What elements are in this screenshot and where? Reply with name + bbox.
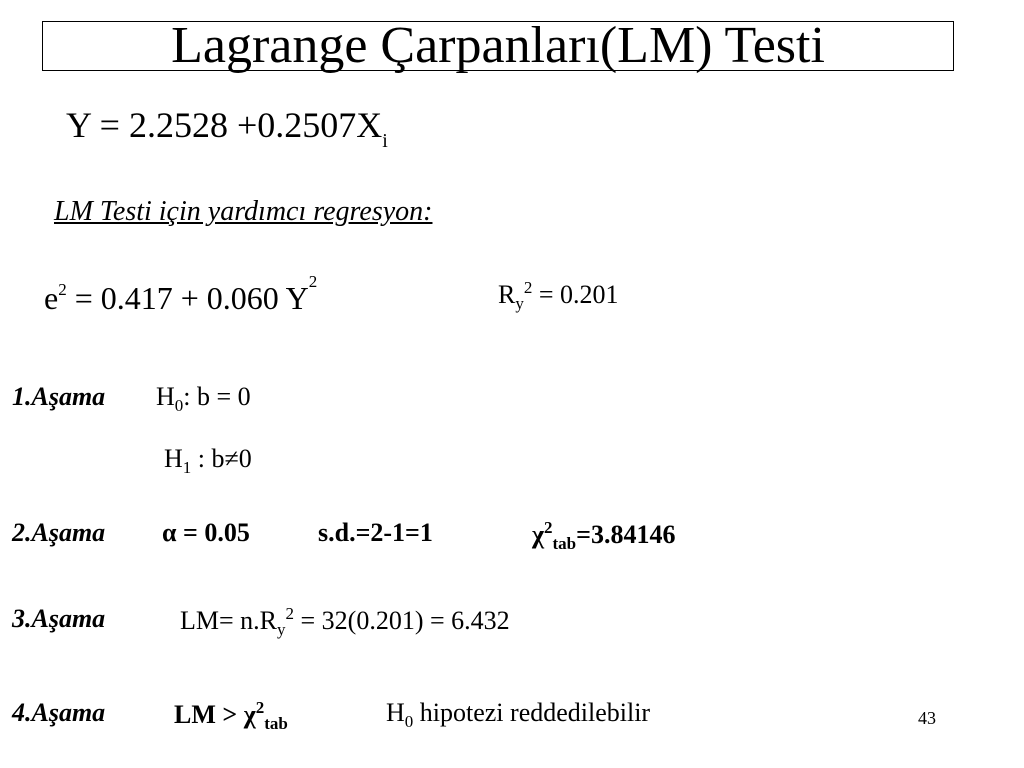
concl-symbol: H — [386, 698, 405, 727]
aux-equation — [44, 272, 317, 317]
aux-var-sup: 2 — [308, 272, 318, 291]
stage2-label: 2.Aşama — [12, 518, 106, 547]
chi-value: =3.84146 — [576, 520, 676, 549]
r-value: = 0.201 — [532, 280, 619, 309]
cmp-sub: tab — [264, 714, 288, 733]
h1-symbol: H — [164, 444, 183, 473]
stage2-sd: s.d.=2-1=1 — [318, 518, 433, 547]
lm-sub: y — [277, 620, 286, 639]
stage2-chi — [532, 518, 675, 554]
eq-var-sub: i — [382, 130, 388, 152]
eq-equals: = — [99, 105, 120, 145]
chi-symbol: χ — [532, 520, 545, 549]
stage1-label: 1.Aşama — [12, 382, 106, 411]
cmp-pre: LM > χ — [174, 700, 256, 729]
stage4-compare — [174, 698, 288, 734]
r-label: R — [498, 280, 516, 309]
concl-sub: 0 — [404, 712, 414, 731]
stage4-label: 4.Aşama — [12, 698, 106, 727]
aux-coef: 0.060 — [206, 280, 279, 316]
h0-sub: 0 — [174, 396, 184, 415]
eq-intercept: 2.2528 — [128, 105, 228, 145]
aux-var: Y — [285, 280, 309, 316]
chi-sub: tab — [552, 534, 577, 553]
chi-sup: 2 — [544, 518, 553, 537]
r-label-sup: 2 — [523, 278, 533, 297]
lm-pre: LM= n.R — [180, 606, 278, 635]
aux-plus: + — [180, 280, 199, 316]
stage4-conclusion — [386, 698, 650, 732]
title-box — [42, 17, 954, 74]
concl-rest: hipotezi reddedilebilir — [413, 698, 651, 727]
stage3-lm — [180, 604, 510, 640]
r-squared — [498, 278, 619, 314]
aux-lhs-sup: 2 — [58, 280, 67, 299]
eq-coef: 0.2507 — [257, 105, 357, 145]
aux-equals: = — [74, 280, 93, 316]
lm-rest: = 32(0.201) = 6.432 — [294, 606, 510, 635]
slide-title: Lagrange Çarpanları(LM) Testi — [171, 17, 825, 74]
eq-plus: + — [236, 105, 258, 145]
h0-symbol: H — [156, 382, 175, 411]
cmp-sup: 2 — [255, 698, 265, 717]
aux-intercept: 0.417 — [100, 280, 173, 316]
eq-lhs: Y — [66, 105, 91, 145]
r-label-sub: y — [515, 294, 524, 313]
main-equation — [66, 104, 388, 153]
lm-sup: 2 — [285, 604, 295, 623]
eq-var: X — [356, 105, 383, 145]
aux-heading: LM Testi için yardımcı regresyon: — [54, 196, 433, 227]
h1-rest: : b≠0 — [191, 444, 252, 473]
h0-rest: : b = 0 — [183, 382, 251, 411]
stage3-label: 3.Aşama — [12, 604, 106, 633]
stage1-h1 — [164, 444, 252, 478]
stage1-h0 — [156, 382, 251, 416]
page-number: 43 — [918, 708, 936, 728]
h1-sub: 1 — [182, 458, 192, 477]
aux-lhs: e — [44, 280, 59, 316]
stage2-alpha: α = 0.05 — [162, 518, 250, 547]
